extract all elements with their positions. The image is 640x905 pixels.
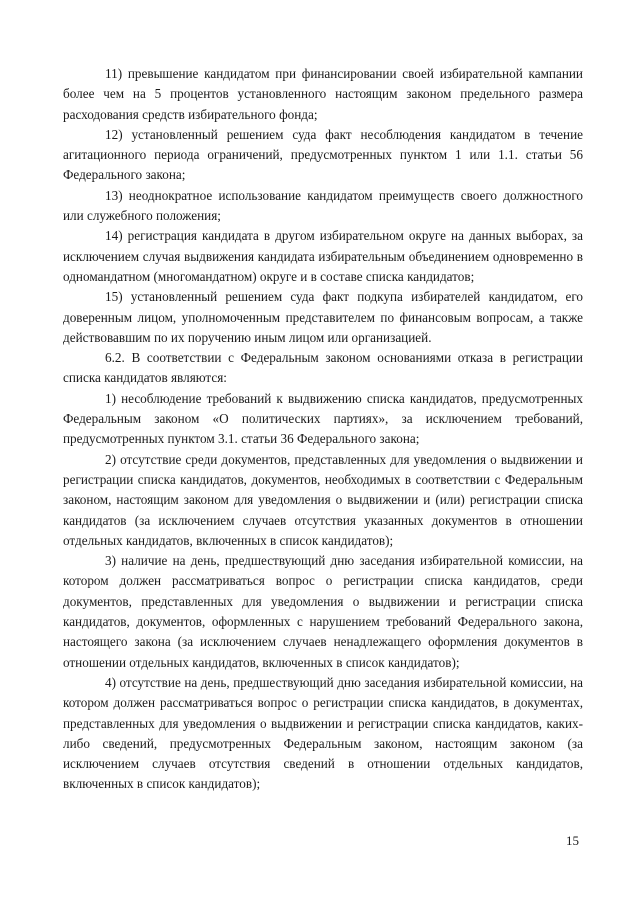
- paragraph-item-14: 14) регистрация кандидата в другом избирательном округе на данных выборах, за исключением случая выдвижения кандидата избирательным объединением одновременно в одномандатном (многомандатном) округе и в составе списка кандидатов;: [63, 228, 583, 284]
- paragraph-item-15: 15) установленный решением суда факт подкупа избирателей кандидатом, его доверенным лицом, уполномоченным представителем по финансовым вопросам, а также действовавшим по их поручению иным лицом или организацией.: [63, 289, 583, 345]
- paragraph-6-2-item-1: 1) несоблюдение требований к выдвижению списка кандидатов, предусмотренных Федеральным законом «О политических партиях», за исключением требований, предусмотренных пунктом 3.1. статьи 36 Федерального закона;: [63, 390, 583, 447]
- paragraph-item-12: 12) установленный решением суда факт несоблюдения кандидатом в течение агитационного периода ограничений, предусмотренных пунктом 1 или 1.1. статьи 56 Федерального закона;: [63, 126, 583, 183]
- paragraph-6-2-item-2: 2) отсутствие среди документов, представленных для уведомления о выдвижении и регистрации списка кандидатов, документов, необходимых в соответствии с Федеральным законом, настоящим законом для уведомления о выдвижении и (или) регистрации списка кандидатов (за исключением случаев отсутствия указанных документов в отношении отдельных кандидатов, включенных в список кандидатов);: [63, 451, 583, 548]
- body-text: [63, 64, 583, 795]
- paragraph-item-13: 13) неоднократное использование кандидатом преимуществ своего должностного или служебного положения;: [63, 187, 583, 224]
- paragraph-6-2-item-3: 3) наличие на день, предшествующий дню заседания избирательной комиссии, на котором должен рассматриваться вопрос о регистрации списка кандидатов, среди документов, представленных для уведомления о выдвижении и регистрации списка кандидатов, документов, оформленных с нарушением требований Федерального закона, настоящего закона (за исключением случаев ненадлежащего оформления документов в отношении отдельных кандидатов, включенных в список кандидатов);: [63, 553, 583, 670]
- page-number: 15: [566, 833, 579, 848]
- paragraph-6-2-item-4: 4) отсутствие на день, предшествующий дню заседания избирательной комиссии, на котором должен рассматриваться вопрос о регистрации списка кандидатов, в документах, представленных для уведомления о выдвижении и регистрации списка кандидатов, каких-либо сведений, предусмотренных Федеральным законом, настоящим законом (за исключением случаев отсутствия сведений в отношении отдельных кандидатов, включенных в список кандидатов);: [63, 674, 583, 792]
- section-6-2-intro: 6.2. В соответствии с Федеральным законом основаниями отказа в регистрации списка кандидатов являются:: [63, 350, 583, 386]
- paragraph-item-11: 11) превышение кандидатом при финансировании своей избирательной кампании более чем на 5 процентов установленного настоящим законом предельного размера расходования средств избирательного фонда;: [63, 66, 583, 122]
